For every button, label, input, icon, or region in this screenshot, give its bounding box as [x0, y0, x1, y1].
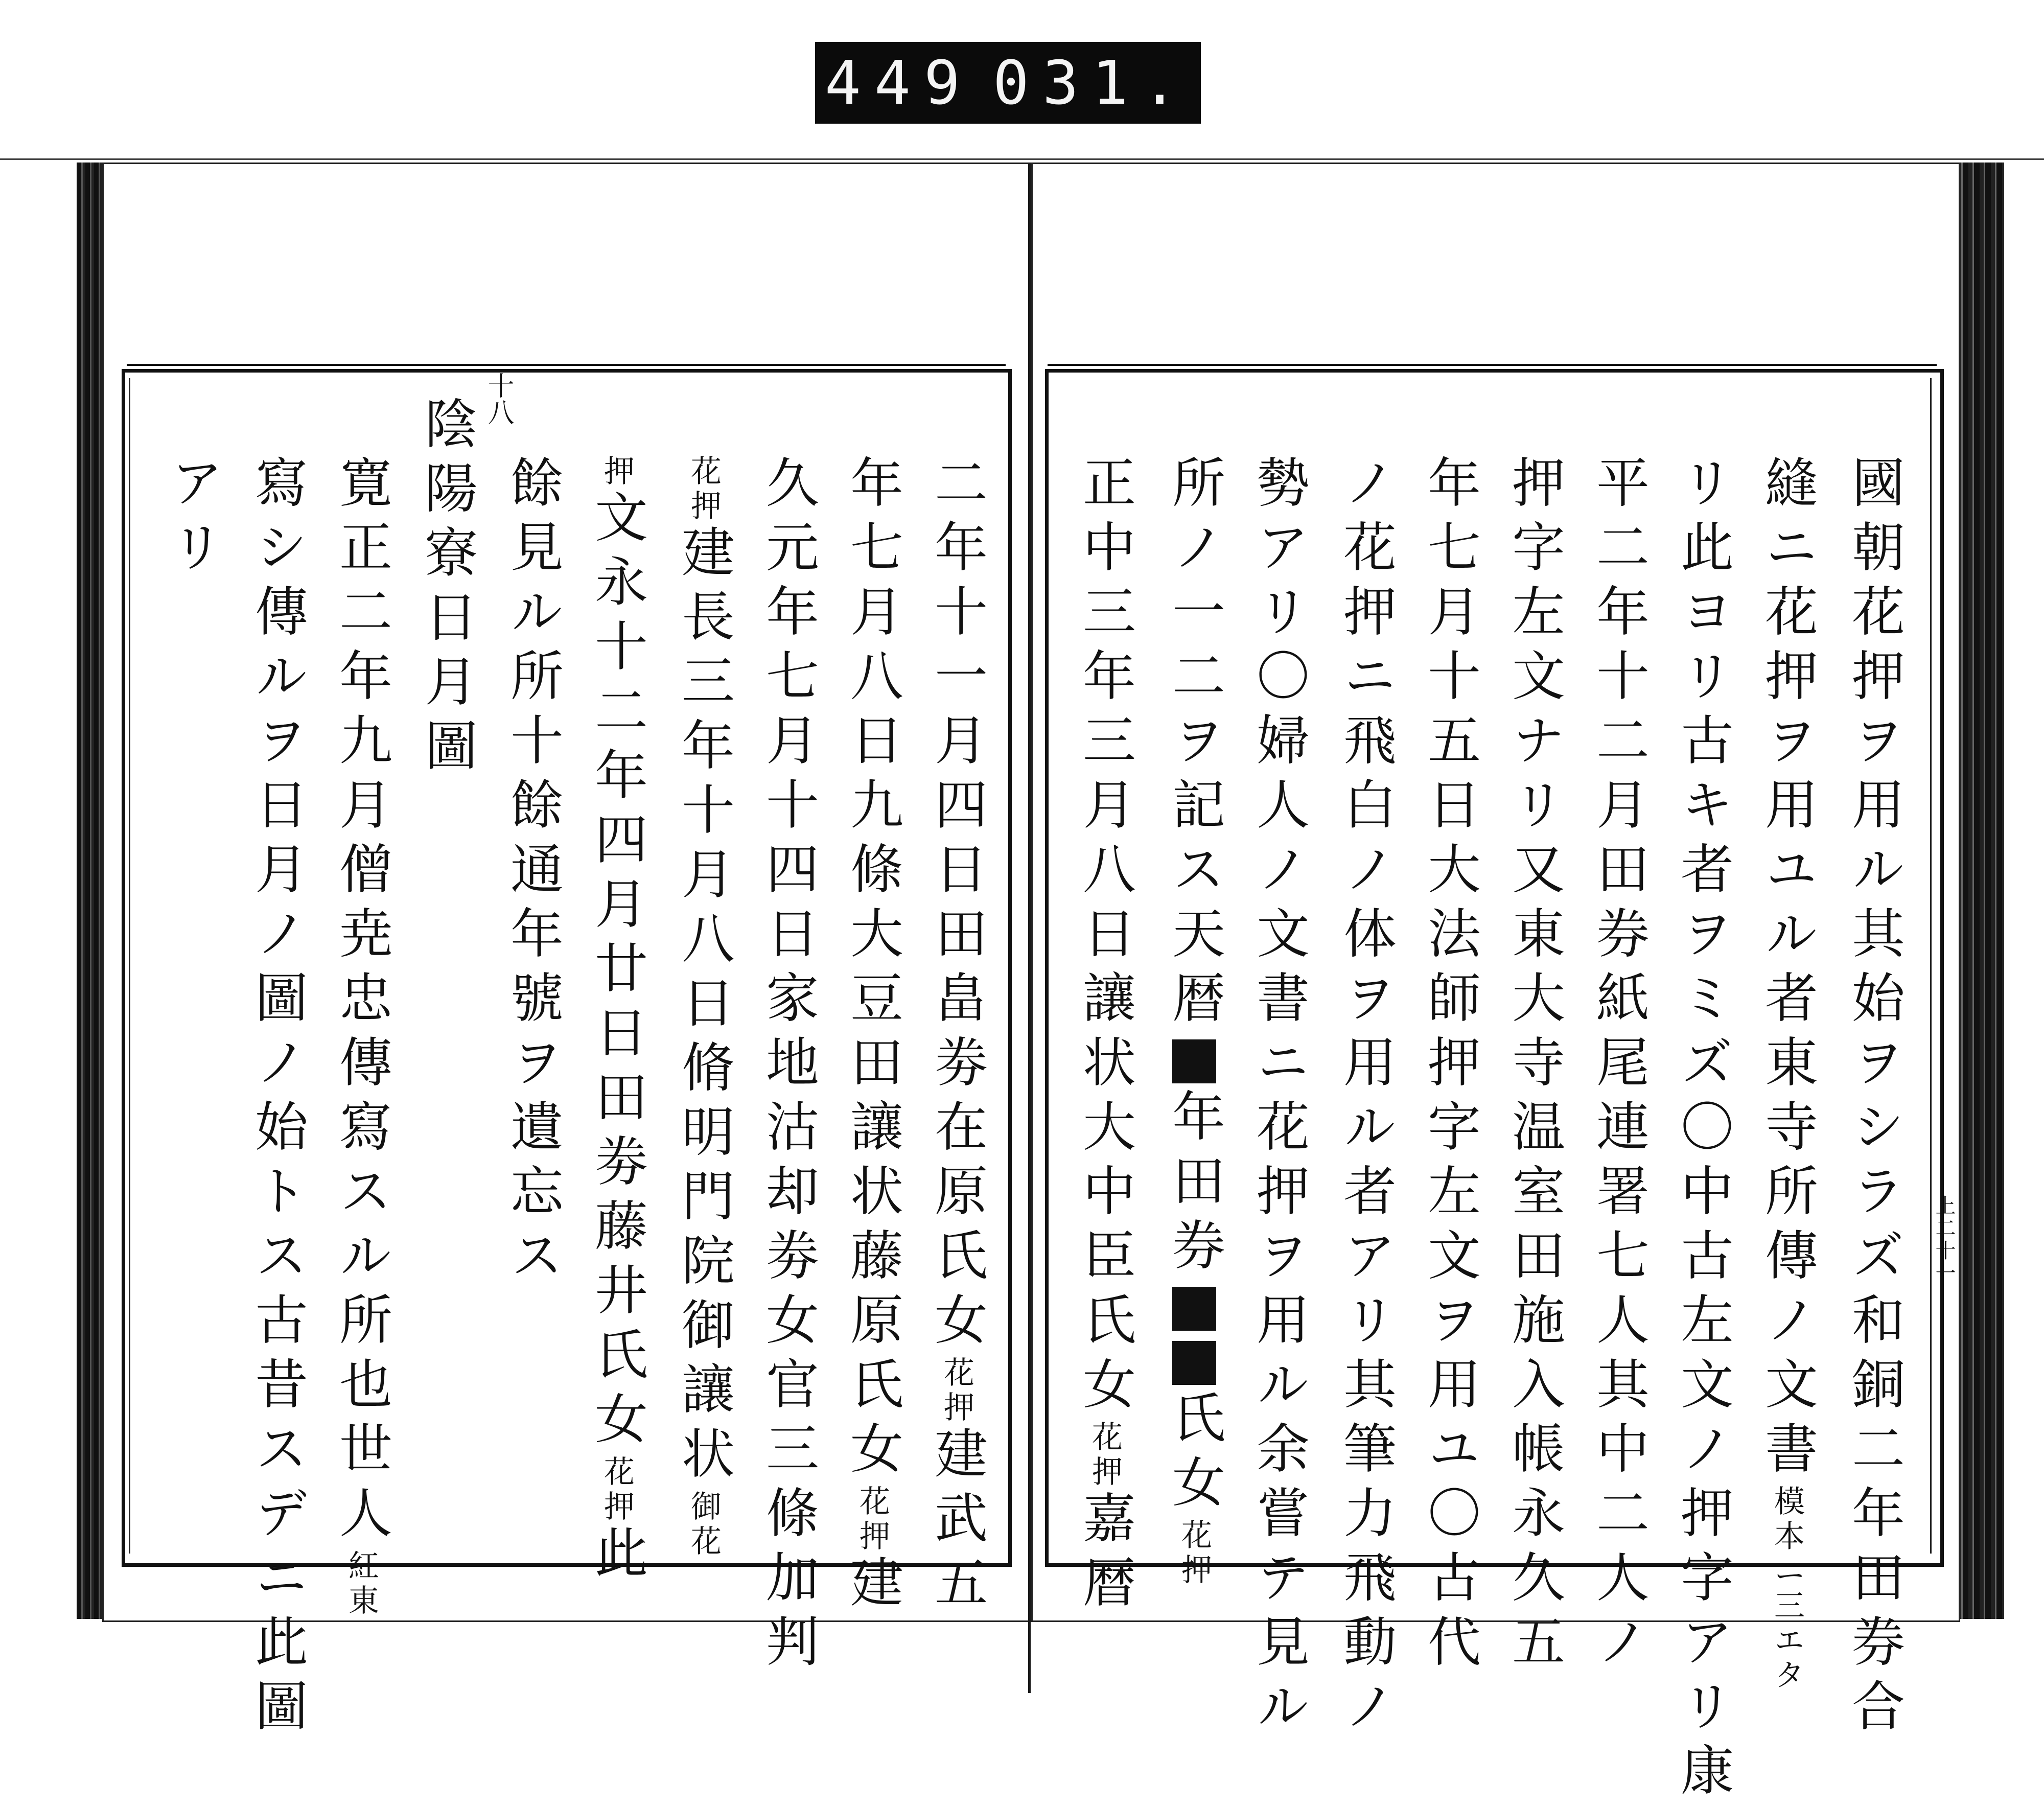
text-column: ノ花押ニ飛白ノ体ヲ用ル者アリ其筆力飛動ノ: [1334, 455, 1397, 1743]
interlinear-note: 花押: [854, 1485, 890, 1555]
text-column: 年七月十五日大法師押字左文ヲ用ユ〇古代: [1419, 455, 1481, 1678]
interlinear-note: 花押: [1087, 1421, 1123, 1490]
ink-block: [1172, 1287, 1216, 1331]
page-number: 上二十一: [1932, 1195, 1956, 1285]
interlinear-note: 花押: [599, 1455, 635, 1525]
text-column: アリ: [161, 455, 224, 584]
text-column: 縫ニ花押ヲ用ユル者東寺所傳ノ文書模本ニ三エタ: [1756, 455, 1818, 1694]
text-column: 寫シ傳ルヲ日月ノ圖ノ始トス古昔スデニ此圖: [246, 455, 308, 1743]
left-page-header-rule: [127, 364, 1006, 366]
text-column: 所ノ一二ヲ記ス天暦年田券氏女花押: [1163, 455, 1225, 1588]
section-heading: 陰陽寮日月圖: [415, 396, 478, 782]
text-column: リ此ヨリ古キ者ヲミズ〇中古左文ノ押字アリ康: [1671, 455, 1734, 1807]
text-column: 押字左文ナリ又東大寺温室田施入帳永久五: [1503, 455, 1565, 1678]
left-inner-rule: [129, 378, 130, 1554]
text-column: 國朝花押ヲ用ル其始ヲシラズ和銅二年田券合: [1843, 455, 1905, 1743]
ink-block: [1172, 1039, 1216, 1083]
text-column: 寛正二年九月僧尭忠傳寫スル所也世人紅東: [330, 455, 392, 1619]
interlinear-note: 紅東: [343, 1549, 379, 1619]
scan-top-rule: [0, 158, 2044, 160]
book-edge-right: [1957, 163, 2004, 1619]
ink-block: [1172, 1341, 1216, 1385]
right-page-header-rule: [1048, 364, 1937, 366]
text-column: 平二年十二月田券紙尾連署七人其中二人ノ: [1587, 455, 1650, 1678]
interlinear-note: 花押: [1176, 1519, 1212, 1588]
book-edge-left: [77, 163, 103, 1619]
interlinear-note: 花押: [939, 1356, 974, 1426]
text-column: 押文永十二年四月廿日田劵藤井氏女花押此: [586, 455, 648, 1589]
text-column: 年七月八日九條大豆田讓状藤原氏女花押建: [841, 455, 903, 1619]
interlinear-note: 花押: [686, 455, 722, 524]
text-column: 久元年七月十四日家地沽却劵女官三條加判: [757, 455, 819, 1678]
text-column: 二年十一月四日田畠劵在原氏女花押建武五: [925, 455, 988, 1619]
text-column: 花押建長三年十月八日脩明門院御讓状御花: [672, 455, 735, 1560]
film-label-right: 031.: [992, 48, 1192, 118]
text-column: 正中三年三月八日讓状大中臣氏女花押嘉暦: [1074, 455, 1136, 1619]
section-number: 十八: [483, 372, 514, 425]
interlinear-note: 模本ニ三エタ: [1769, 1485, 1805, 1694]
interlinear-note: 押: [599, 455, 635, 490]
text-column: 勢アリ〇婦人ノ文書ニ花押ヲ用ル余嘗テ見ル: [1247, 455, 1310, 1743]
film-label-left: 449: [824, 48, 974, 118]
right-inner-rule: [1930, 378, 1932, 1554]
book-gutter: [1028, 163, 1031, 1693]
interlinear-note: 御花: [686, 1490, 722, 1560]
film-frame-label: [815, 42, 1201, 124]
text-column: 餘見ル所十餘通年號ヲ遺忘ス: [501, 455, 564, 1292]
